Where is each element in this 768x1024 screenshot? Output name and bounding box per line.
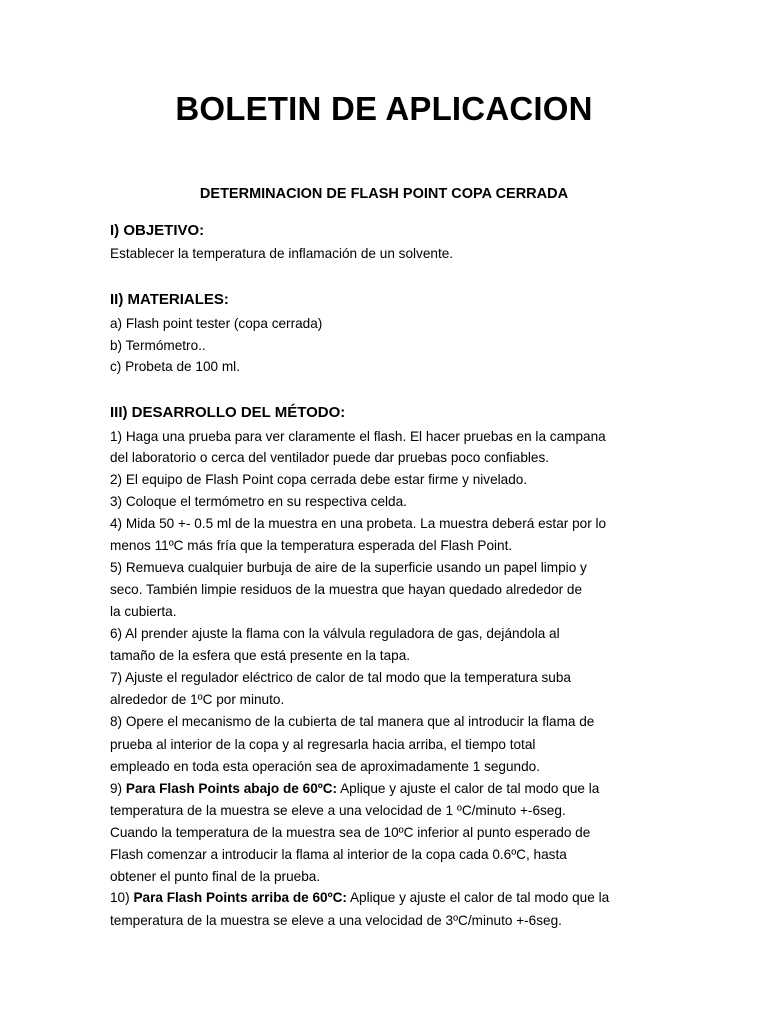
method-step-9 xyxy=(110,778,599,800)
method-line: alrededor de 1ºC por minuto. xyxy=(110,692,285,707)
method-line: 6) Al prender ajuste la flama con la válvula reguladora de gas, dejándola al xyxy=(110,626,560,641)
method-step-10 xyxy=(110,887,609,909)
materiales-item: a) Flash point tester (copa cerrada) xyxy=(110,316,323,331)
method-line: del laboratorio o cerca del ventilador puede dar pruebas poco confiables. xyxy=(110,450,550,465)
method-line: obtener el punto final de la prueba. xyxy=(110,869,321,884)
method-line: Flash comenzar a introducir la flama al interior de la copa cada 0.6ºC, hasta xyxy=(110,847,567,862)
method-line: temperatura de la muestra se eleve a una velocidad de 3ºC/minuto +-6seg. xyxy=(110,913,562,928)
step-text: Aplique y ajuste el calor de tal modo que la xyxy=(337,781,600,796)
method-line: 3) Coloque el termómetro en su respectiva celda. xyxy=(110,494,407,509)
document-title: BOLETIN DE APLICACION xyxy=(175,90,593,127)
section-heading-objetivo: I) OBJETIVO: xyxy=(110,222,205,239)
objetivo-text: Establecer la temperatura de inflamación de un solvente. xyxy=(110,246,454,261)
method-line: seco. También limpie residuos de la muestra que hayan quedado alrededor de xyxy=(110,582,583,597)
step-number: 9) xyxy=(110,781,126,796)
materiales-item: c) Probeta de 100 ml. xyxy=(110,359,240,374)
method-line: 5) Remueva cualquier burbuja de aire de la superficie usando un papel limpio y xyxy=(110,560,587,575)
method-line: 2) El equipo de Flash Point copa cerrada debe estar firme y nivelado. xyxy=(110,472,528,487)
method-line: 1) Haga una prueba para ver claramente el flash. El hacer pruebas en la campana xyxy=(110,429,606,444)
method-line: prueba al interior de la copa y al regresarla hacia arriba, el tiempo total xyxy=(110,737,536,752)
method-line: la cubierta. xyxy=(110,604,177,619)
materiales-item: b) Termómetro.. xyxy=(110,338,206,353)
document-subtitle: DETERMINACION DE FLASH POINT COPA CERRADA xyxy=(199,186,569,202)
section-heading-desarrollo: III) DESARROLLO DEL MÉTODO: xyxy=(110,404,346,421)
method-line: tamaño de la esfera que está presente en la tapa. xyxy=(110,648,411,663)
method-line: temperatura de la muestra se eleve a una velocidad de 1 ºC/minuto +-6seg. xyxy=(110,803,566,818)
method-line: menos 11ºC más fría que la temperatura esperada del Flash Point. xyxy=(110,538,513,553)
step-text: Aplique y ajuste el calor de tal modo que la xyxy=(346,890,610,905)
method-line: Cuando la temperatura de la muestra sea de 10ºC inferior al punto esperado de xyxy=(110,825,591,840)
step-condition: Para Flash Points arriba de 60ºC: xyxy=(133,890,347,905)
method-line: 4) Mida 50 +- 0.5 ml de la muestra en una probeta. La muestra deberá estar por lo xyxy=(110,516,607,531)
method-line: 7) Ajuste el regulador eléctrico de calor de tal modo que la temperatura suba xyxy=(110,670,571,685)
step-condition: Para Flash Points abajo de 60ºC: xyxy=(125,781,338,796)
method-line: empleado en toda esta operación sea de aproximadamente 1 segundo. xyxy=(110,759,541,774)
step-number: 10) xyxy=(110,890,134,905)
method-line: 8) Opere el mecanismo de la cubierta de tal manera que al introducir la flama de xyxy=(110,714,595,729)
section-heading-materiales: II) MATERIALES: xyxy=(110,291,229,308)
